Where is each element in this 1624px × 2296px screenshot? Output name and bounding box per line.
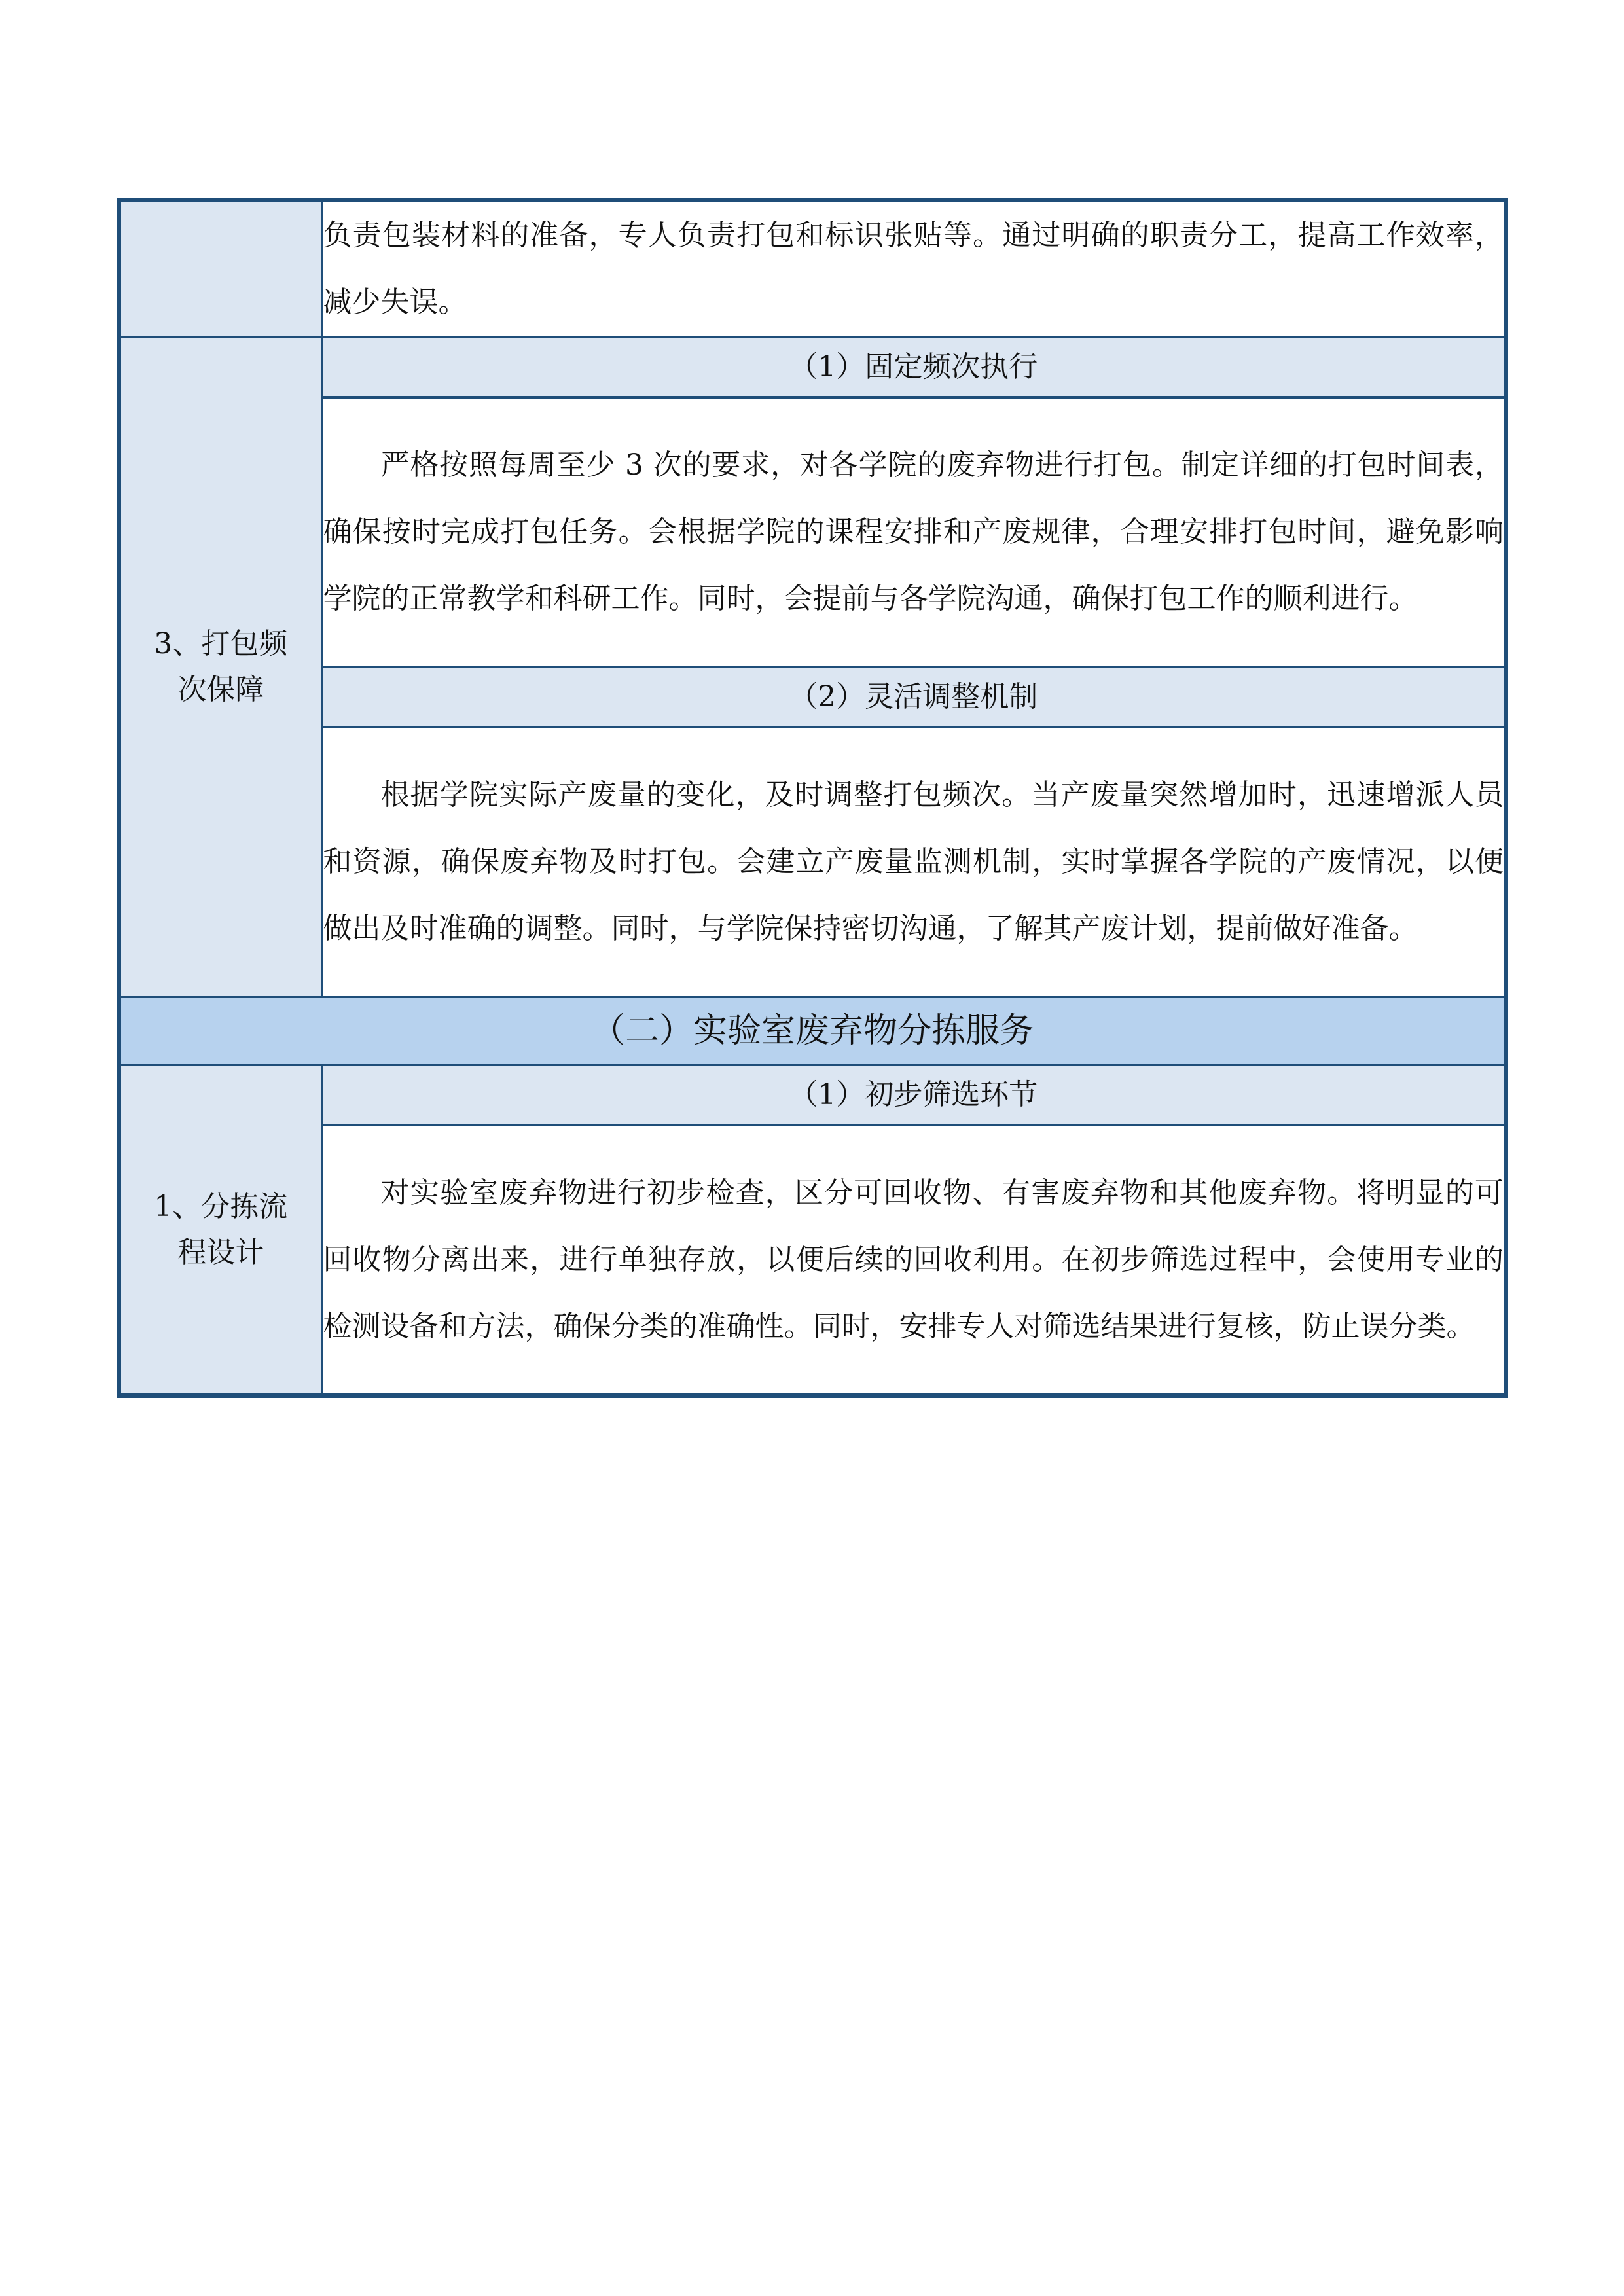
section1-heading1-row [119, 1065, 1506, 1125]
section3-text1-row [119, 397, 1506, 667]
part2-title-row [119, 997, 1506, 1065]
section1-text1-row [119, 1125, 1506, 1396]
service-plan-table [117, 198, 1508, 1398]
continuation-label-cell [119, 200, 322, 338]
section3-label-cell [119, 337, 322, 997]
section3-item1-text: 严格按照每周至少 3 次的要求，对各学院的废弃物进行打包。制定详细的打包时间表，确保按时完成打包任务。会根据学院的课程安排和产废规律，合理安排打包时间，避免影响学院的正常教学和科研工作。同时，会提前与各学院沟通，确保打包工作的顺利进行。 [322, 397, 1506, 667]
continuation-row [119, 200, 1506, 338]
continuation-text: 负责包装材料的准备，专人负责打包和标识张贴等。通过明确的职责分工，提高工作效率，减少失误。 [322, 200, 1506, 338]
section3-text2-row [119, 727, 1506, 997]
section3-heading1-row [119, 337, 1506, 397]
section1-item1-text: 对实验室废弃物进行初步检查，区分可回收物、有害废弃物和其他废弃物。将明显的可回收物分离出来，进行单独存放，以便后续的回收利用。在初步筛选过程中，会使用专业的检测设备和方法，确保分类的准确性。同时，安排专人对筛选结果进行复核，防止误分类。 [322, 1125, 1506, 1396]
section3-item2-heading: （2）灵活调整机制 [322, 667, 1506, 727]
section1-item1-heading: （1）初步筛选环节 [322, 1065, 1506, 1125]
section3-item1-heading: （1）固定频次执行 [322, 337, 1506, 397]
part2-title: （二）实验室废弃物分拣服务 [119, 997, 1506, 1065]
section3-label: 3、打包频次保障 [154, 627, 288, 706]
section1-label-cell [119, 1065, 322, 1396]
section1-label: 1、分拣流程设计 [154, 1190, 288, 1269]
section3-item2-text: 根据学院实际产废量的变化，及时调整打包频次。当产废量突然增加时，迅速增派人员和资源，确保废弃物及时打包。会建立产废量监测机制，实时掌握各学院的产废情况，以便做出及时准确的调整。同时，与学院保持密切沟通，了解其产废计划，提前做好准备。 [322, 727, 1506, 997]
section3-heading2-row [119, 667, 1506, 727]
